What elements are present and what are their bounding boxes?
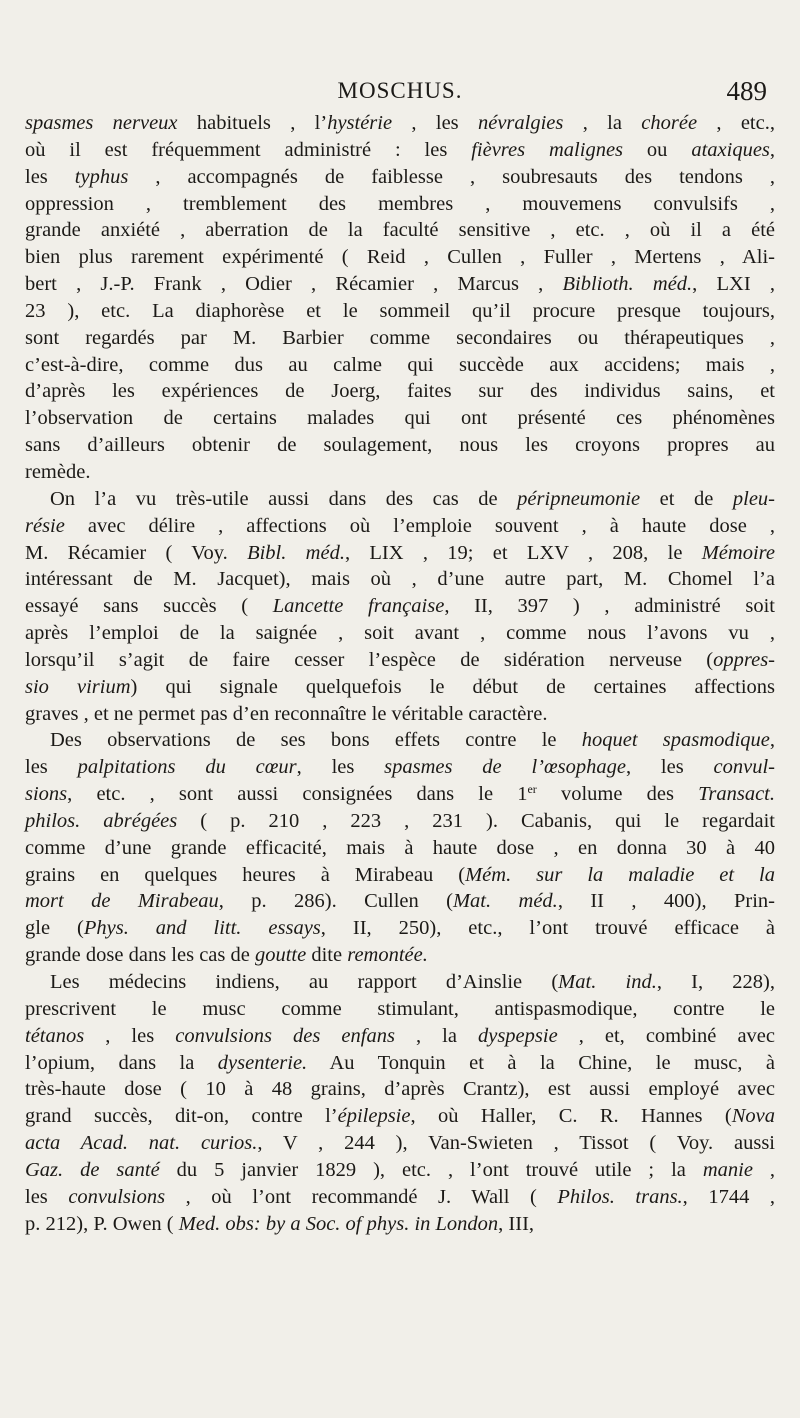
page-number: 489	[726, 76, 767, 106]
text-line: sio virium) qui signale quelquefois le début de certaines affections	[25, 675, 775, 698]
text-line: sans d’ailleurs obtenir de soulagement, nous les croyons propres au	[25, 434, 775, 457]
text-line: acta Acad. nat. curios., V , 244 ), Van-Swieten , Tissot ( Voy. aussi	[25, 1132, 775, 1155]
paragraph	[25, 486, 775, 728]
text-line: oppression , tremblement des membres , mouvemens convulsifs ,	[25, 192, 775, 215]
text-line: philos. abrégées ( p. 210 , 223 , 231 ). Cabanis, qui le regardait	[25, 809, 776, 832]
text-line: résie avec délire , affections où l’emploie souvent , à haute dose ,	[25, 514, 775, 537]
running-title: MOSCHUS.	[337, 78, 463, 103]
text-line: sions, etc. , sont aussi consignées dans le 1er volume des Transact.	[25, 782, 775, 806]
text-line: tétanos , les convulsions des enfans , la dyspepsie , et, combiné avec	[25, 1024, 775, 1047]
book-page	[25, 70, 775, 1410]
text-line: les typhus , accompagnés de faiblesse , soubresauts des tendons ,	[25, 165, 775, 188]
text-line: mort de Mirabeau, p. 286). Cullen (Mat. méd., II , 400), Prin-	[25, 890, 775, 913]
text-line: spasmes nerveux habituels , l’hystérie , les névralgies , la chorée , etc.,	[25, 112, 775, 134]
text-line: très-haute dose ( 10 à 48 grains, d’après Crantz), est aussi employé avec	[25, 1078, 775, 1101]
text-line: 23 ), etc. La diaphorèse et le sommeil qu’il procure presque toujours,	[25, 299, 775, 322]
text-line: d’après les expériences de Joerg, faites sur des individus sains, et	[25, 380, 775, 403]
text-line: M. Récamier ( Voy. Bibl. méd., LIX , 19; et LXV , 208, le Mémoire	[25, 541, 775, 564]
text-line: c’est-à-dire, comme dus au calme qui succède aux accidens; mais ,	[25, 353, 775, 376]
text-line: prescrivent le musc comme stimulant, antispasmodique, contre le	[25, 997, 775, 1020]
text-line: les palpitations du cœur, les spasmes de l’œsophage, les convul-	[25, 756, 775, 779]
text-line: grains en quelques heures à Mirabeau (Mém. sur la maladie et la	[25, 863, 775, 886]
text-line: l’observation de certains malades qui ont présenté ces phénomènes	[25, 407, 775, 430]
text-line: On l’a vu très-utile aussi dans des cas de péripneumonie et de pleu-	[50, 487, 775, 510]
text-line: essayé sans succès ( Lancette française, II, 397 ) , administré soit	[25, 595, 775, 618]
text-line: grande dose dans les cas de goutte dite remontée.	[25, 944, 428, 967]
text-line: où il est fréquemment administré : les fièvres malignes ou ataxiques,	[25, 138, 776, 161]
text-line: les convulsions , où l’ont recommandé J. Wall ( Philos. trans., 1744 ,	[25, 1185, 775, 1208]
text-line: grande anxiété , aberration de la faculté sensitive , etc. , où il a été	[25, 219, 775, 242]
text-line: Gaz. de santé du 5 janvier 1829 ), etc. , l’ont trouvé utile ; la manie ,	[25, 1158, 776, 1181]
text-line: Les médecins indiens, au rapport d’Ainslie (Mat. ind., I, 228),	[50, 971, 776, 993]
text-line: p. 212), P. Owen ( Med. obs: by a Soc. of phys. in London, III,	[25, 1212, 535, 1235]
text-line: bien plus rarement expérimenté ( Reid , Cullen , Fuller , Mertens , Ali-	[25, 246, 775, 269]
text-line: sont regardés par M. Barbier comme secondaires ou thérapeutiques ,	[25, 326, 775, 349]
paragraph	[25, 969, 775, 1237]
running-head	[25, 70, 775, 110]
text-line: Des observations de ses bons effets contre le hoquet spasmodique,	[50, 729, 775, 752]
text-line: bert , J.-P. Frank , Odier , Récamier , Marcus , Biblioth. méd., LXI ,	[25, 273, 775, 296]
text-line: comme d’une grande efficacité, mais à haute dose , en donna 30 à 40	[25, 836, 775, 859]
paragraph	[25, 110, 775, 486]
text-line: après l’emploi de la saignée , soit avant , comme nous l’avons vu ,	[25, 622, 775, 645]
body-text	[25, 110, 775, 1237]
text-line: intéressant de M. Jacquet), mais où , d’une autre part, M. Chomel l’a	[25, 568, 775, 591]
text-line: lorsqu’il s’agit de faire cesser l’espèce de sidération nerveuse (oppres-	[25, 648, 775, 671]
text-line: l’opium, dans la dysenterie. Au Tonquin et à la Chine, le musc, à	[25, 1051, 775, 1074]
text-line: grand succès, dit-on, contre l’épilepsie, où Haller, C. R. Hannes (Nova	[25, 1105, 776, 1128]
text-line: gle (Phys. and litt. essays, II, 250), etc., l’ont trouvé efficace à	[25, 917, 775, 940]
text-line: graves , et ne permet pas d’en reconnaître le véritable caractère.	[25, 702, 548, 725]
text-line: remède.	[25, 460, 91, 483]
paragraph	[25, 727, 775, 969]
